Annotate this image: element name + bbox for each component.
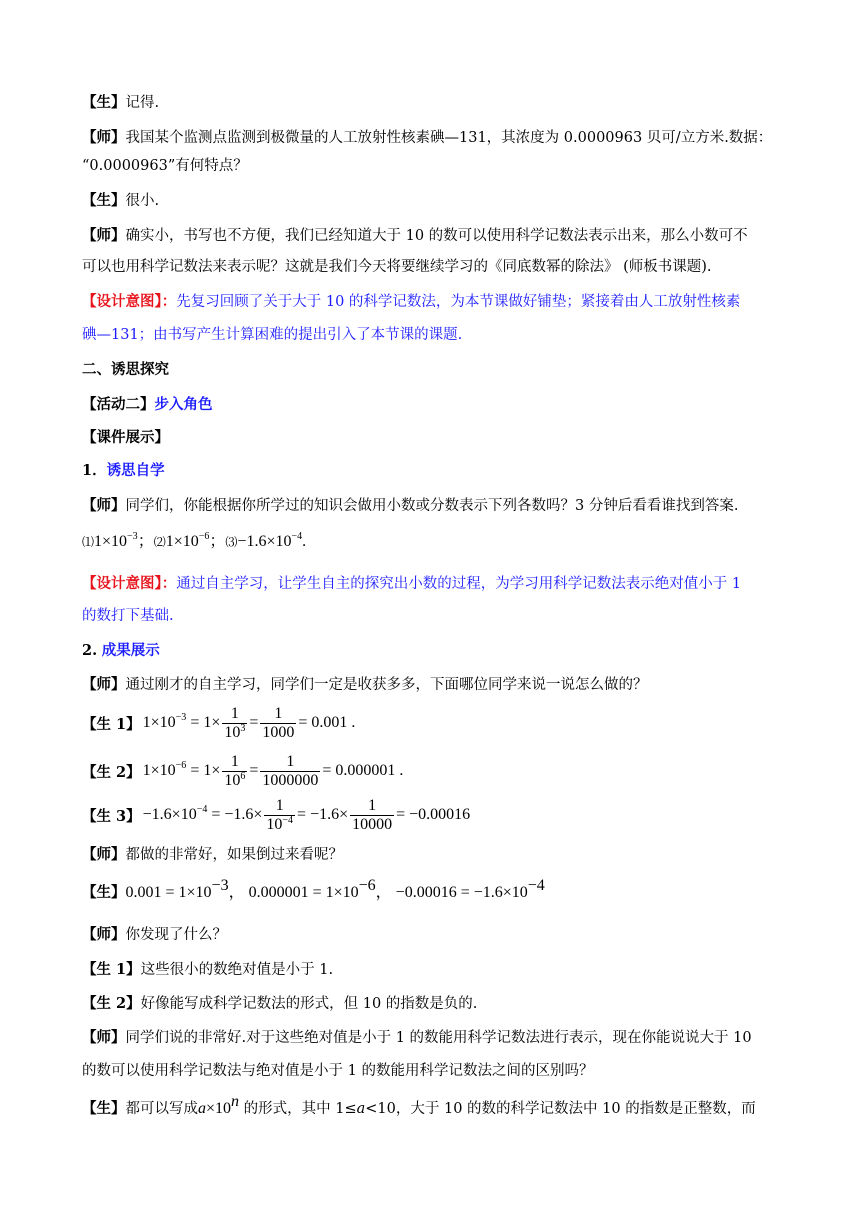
equation-line <box>82 794 470 836</box>
dialogue-continuation: 的数可以使用科学记数法与绝对值是小于 1 的数能用科学记数法之间的区别吗？ <box>82 1063 594 1079</box>
denominator <box>264 815 295 834</box>
speaker-tag: 【师】 <box>82 497 126 514</box>
math-text: = 1× <box>186 714 221 731</box>
denominator <box>222 723 247 742</box>
exercise-expression: 1×10 <box>94 533 128 550</box>
speaker-tag: 【生】 <box>82 94 126 111</box>
exponent: −6 <box>198 531 210 542</box>
speaker-tag: 【生】 <box>82 884 126 901</box>
fraction <box>222 705 247 742</box>
dialogue-line <box>82 128 772 148</box>
math-text: 10 <box>224 771 241 789</box>
dialogue-text: 都可以写成 <box>125 1101 198 1117</box>
speaker-tag: 【生】 <box>82 1100 126 1117</box>
activity-tag: 【活动二】 <box>82 396 155 413</box>
subsection-title: 诱思自学 <box>106 462 165 479</box>
denominator: 1000000 <box>262 771 319 789</box>
design-intent-text: 先复习回顾了关于大于 10 的科学记数法，为本节课做好铺垫；紧接着由人工放射性核素 <box>176 294 741 310</box>
denominator: 1000 <box>262 723 295 741</box>
exponent: n <box>231 1093 240 1110</box>
numerator: 1 <box>275 796 284 814</box>
math-variable: a <box>198 1100 206 1117</box>
dialogue-line <box>82 1028 752 1048</box>
exponent: −3 <box>175 712 187 723</box>
math-text: ×10 <box>206 1100 232 1117</box>
dialogue-line <box>82 93 159 113</box>
dialogue-line <box>82 960 333 980</box>
math-text: −1.6×10 <box>142 806 197 823</box>
dialogue-text: 同学们，你能根据你所学过的知识会做用小数或分数表示下列各数吗？3 分钟后看看谁找到答案. <box>125 498 739 514</box>
math-text: = <box>249 714 259 731</box>
math-text: ， 0.000001 = 1×10 <box>228 884 359 901</box>
math-text: = −0.00016 <box>396 806 471 823</box>
subsection-heading <box>82 461 165 481</box>
dialogue-line <box>82 994 477 1014</box>
separator: . <box>302 533 307 550</box>
denominator: 10000 <box>352 815 393 833</box>
subsection-number: 2. <box>82 642 98 659</box>
dialogue-text: 这些很小的数绝对值是小于 1. <box>140 962 334 978</box>
numerator: 1 <box>286 752 295 770</box>
exponent: −4 <box>527 877 545 894</box>
dialogue-text: 好像能写成科学记数法的形式，但 10 的指数是负的. <box>140 996 478 1012</box>
denominator <box>222 771 247 790</box>
dialogue-text: <10，大于 10 的数的科学记数法中 10 的指数是正整数，而 <box>365 1101 756 1117</box>
dialogue-continuation: “0.0000963”有何特点？ <box>82 158 248 174</box>
fraction <box>222 753 247 790</box>
separator: ； <box>209 533 226 550</box>
exponent: −4 <box>282 814 294 826</box>
fraction <box>350 797 394 834</box>
dialogue-text: 通过刚才的自主学习，同学们一定是收获多多，下面哪位同学来说一说怎么做的？ <box>125 677 648 693</box>
math-term <box>143 762 221 780</box>
exponent: 6 <box>240 770 246 782</box>
dialogue-text: 都做的非常好，如果倒过来看呢？ <box>125 847 343 863</box>
dialogue-text: 很小. <box>125 193 160 209</box>
section-heading: 二、诱思探究 <box>82 361 169 378</box>
dialogue-text: 的形式，其中 1≤ <box>239 1101 357 1117</box>
equation-line <box>82 702 355 744</box>
design-intent-tag: 【设计意图】： <box>82 293 177 310</box>
math-text: 1×10 <box>142 762 176 779</box>
math-term <box>143 806 263 824</box>
dialogue-text: 记得. <box>125 95 160 111</box>
math-text: 10 <box>266 815 283 833</box>
design-intent-continuation: 的数打下基础. <box>82 608 174 624</box>
numerator: 1 <box>230 752 239 770</box>
speaker-tag: 【师】 <box>82 926 126 943</box>
speaker-tag: 【生 2】 <box>82 763 141 781</box>
design-intent-continuation: 碘—131；由书写产生计算困难的提出引入了本节课的课题. <box>82 327 463 343</box>
design-intent-tag: 【设计意图】： <box>82 575 177 592</box>
equation-line <box>82 750 403 792</box>
speaker-tag: 【生 1】 <box>82 715 141 733</box>
math-term <box>143 714 221 732</box>
dialogue-text: 同学们说的非常好.对于这些绝对值是小于 1 的数能用科学记数法进行表示，现在你能说说大于 10 <box>125 1030 752 1046</box>
exercise-label: ⑶ <box>225 535 238 549</box>
dialogue-line <box>82 496 738 516</box>
math-text: = <box>249 762 259 779</box>
dialogue-line <box>82 1093 756 1119</box>
fraction <box>260 705 296 742</box>
math-text: ， −0.00016 = −1.6×10 <box>375 884 528 901</box>
exponent: −6 <box>358 877 376 894</box>
math-text: 1×10 <box>142 714 176 731</box>
subsection-heading <box>82 641 160 661</box>
exercise-expression: −1.6×10 <box>237 533 292 550</box>
dialogue-continuation: 可以也用科学记数法来表示呢？这就是我们今天将要继续学习的《同底数幂的除法》 (师板书课题). <box>82 259 712 275</box>
dialogue-line <box>82 925 227 945</box>
design-intent <box>82 574 741 594</box>
speaker-tag: 【师】 <box>82 129 126 146</box>
subsection-title: 成果展示 <box>101 642 160 659</box>
courseware-heading: 【课件展示】 <box>82 429 169 446</box>
dialogue-line <box>82 191 159 211</box>
dialogue-line <box>82 675 648 695</box>
exercise-expression: 1×10 <box>165 533 199 550</box>
exponent: −3 <box>211 877 229 894</box>
dialogue-text: 你发现了什么？ <box>125 927 227 943</box>
dialogue-line <box>82 226 748 246</box>
speaker-tag: 【师】 <box>82 846 126 863</box>
exponent: −4 <box>291 531 303 542</box>
math-text: = −1.6× <box>297 806 349 823</box>
speaker-tag: 【师】 <box>82 227 126 244</box>
speaker-tag: 【师】 <box>82 1029 126 1046</box>
math-text: = 1× <box>186 762 221 779</box>
numerator: 1 <box>368 796 377 814</box>
dialogue-text: 我国某个监测点监测到极微量的人工放射性核素碘—131，其浓度为 0.0000963 贝可/立方米.数据： <box>125 130 773 146</box>
numerator: 1 <box>230 704 239 722</box>
fraction <box>260 753 320 790</box>
exercise-list <box>82 532 306 552</box>
subsection-number: 1． <box>82 462 107 479</box>
dialogue-text: 确实小，书写也不方便，我们已经知道大于 10 的数可以使用科学记数法表示出来，那么小数可不 <box>125 228 748 244</box>
speaker-tag: 【生 1】 <box>82 961 141 978</box>
speaker-tag: 【生 2】 <box>82 995 141 1012</box>
numerator: 1 <box>274 704 283 722</box>
design-intent <box>82 292 740 312</box>
math-text: 0.001 = 1×10 <box>125 884 212 901</box>
fraction <box>264 797 295 834</box>
activity-heading <box>82 395 213 415</box>
activity-title: 步入角色 <box>154 396 213 413</box>
math-text: = 0.000001 . <box>322 762 404 779</box>
speaker-tag: 【师】 <box>82 676 126 693</box>
exercise-label: ⑴ <box>82 535 95 549</box>
exercise-label: ⑵ <box>153 535 166 549</box>
math-text: = 0.001 . <box>298 714 356 731</box>
equation-line <box>82 877 545 903</box>
math-text: = −1.6× <box>207 806 263 823</box>
math-variable: a <box>356 1101 366 1117</box>
design-intent-text: 通过自主学习，让学生自主的探究出小数的过程，为学习用科学记数法表示绝对值小于 1 <box>176 576 742 592</box>
exponent: −6 <box>175 760 187 771</box>
math-text: 10 <box>224 723 241 741</box>
speaker-tag: 【生】 <box>82 192 126 209</box>
exponent: −3 <box>127 531 138 542</box>
exponent: 3 <box>240 722 246 734</box>
speaker-tag: 【生 3】 <box>82 807 141 825</box>
separator: ； <box>137 533 154 550</box>
exponent: −4 <box>196 804 208 815</box>
dialogue-line <box>82 845 343 865</box>
